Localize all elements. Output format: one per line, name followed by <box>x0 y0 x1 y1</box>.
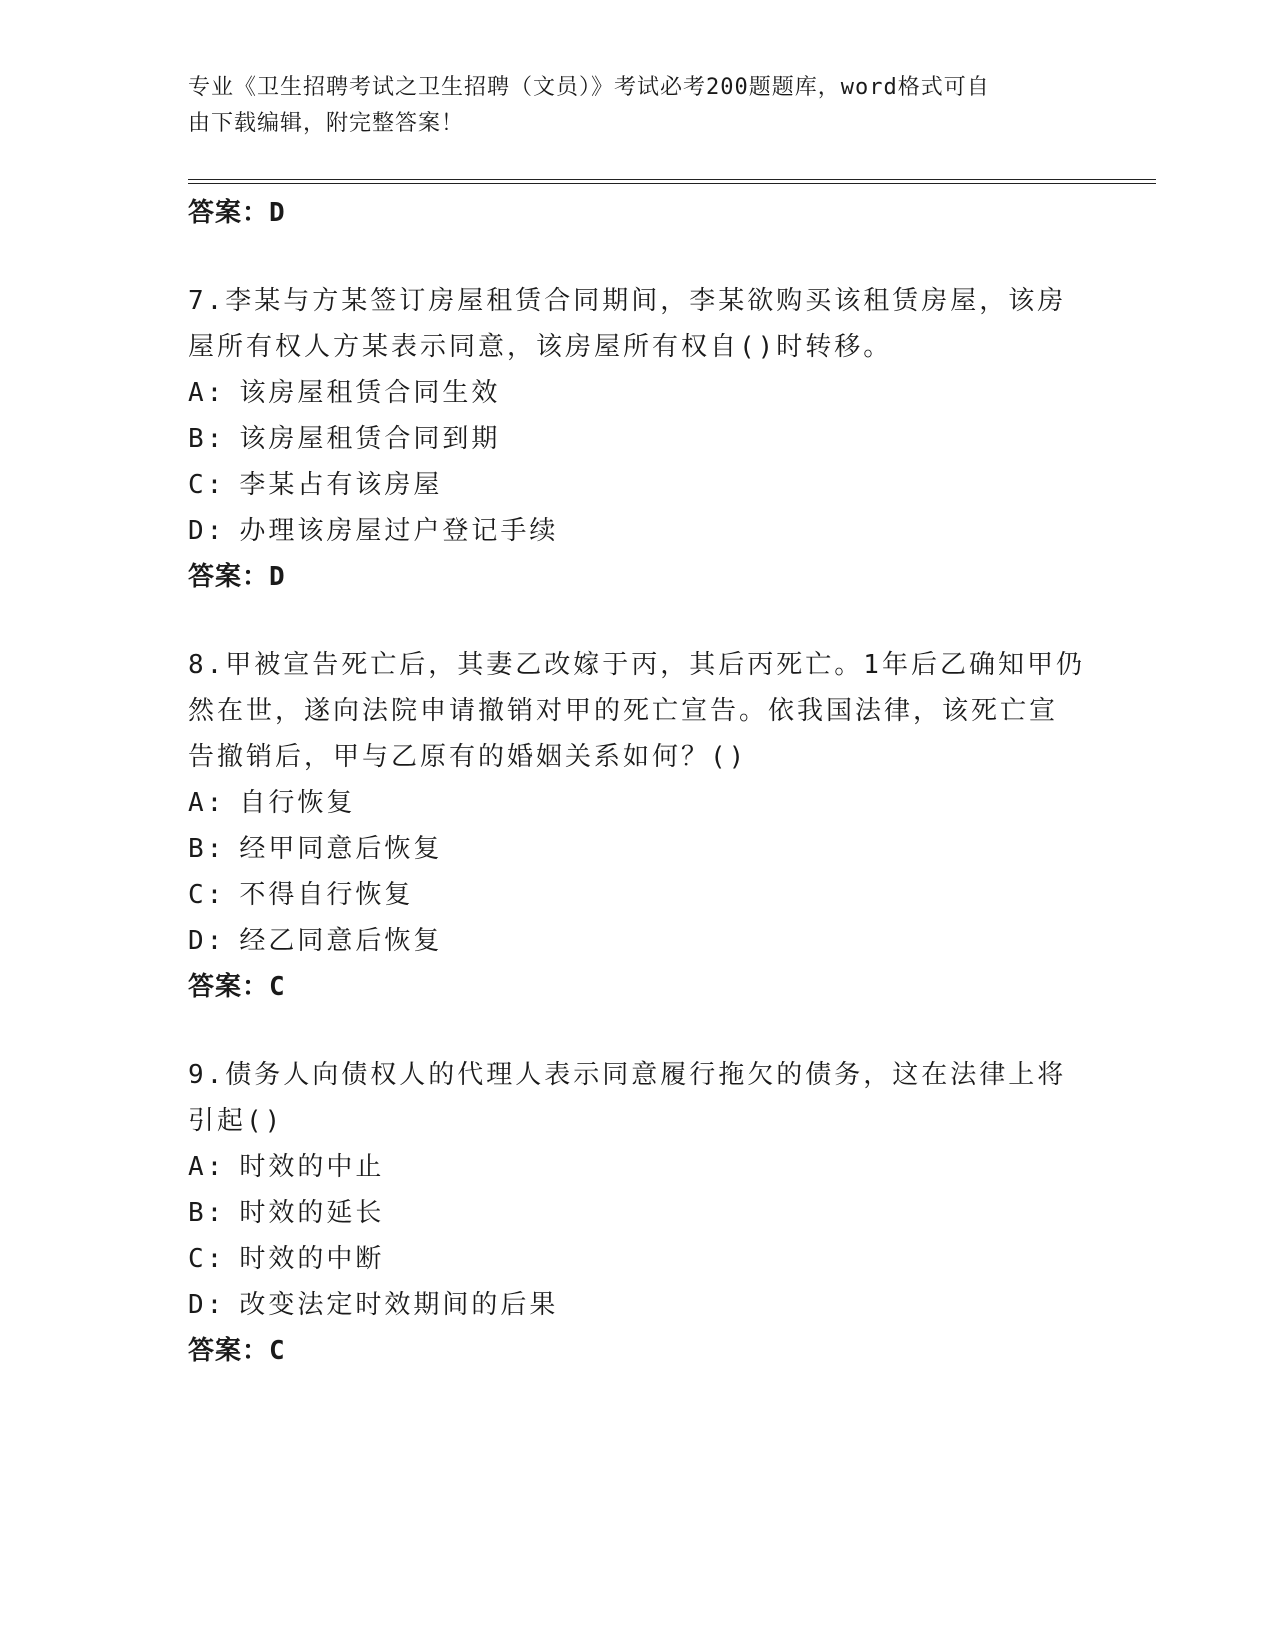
option-b <box>188 826 1088 872</box>
option-text: 办理该房屋过户登记手续 <box>239 516 559 546</box>
option-text: 该房屋租赁合同生效 <box>239 378 501 408</box>
option-key: A: <box>188 1152 226 1182</box>
option-text: 经乙同意后恢复 <box>239 926 443 956</box>
question-text-line: 告撤销后，甲与乙原有的婚姻关系如何？() <box>188 742 748 772</box>
option-text: 该房屋租赁合同到期 <box>239 424 501 454</box>
option-key: A: <box>188 378 226 408</box>
option-key: B: <box>188 424 226 454</box>
answer-value: D <box>269 198 286 228</box>
answer-value: D <box>269 562 286 592</box>
option-text: 时效的延长 <box>239 1198 385 1228</box>
option-text: 时效的中止 <box>239 1152 385 1182</box>
answer-label: 答案： <box>188 972 270 1002</box>
option-key: D: <box>188 1290 226 1320</box>
option-text: 李某占有该房屋 <box>239 470 443 500</box>
question-7 <box>188 278 1088 600</box>
answer-line <box>188 1328 1088 1374</box>
option-key: C: <box>188 1244 226 1274</box>
question-text-line: 8.甲被宣告死亡后，其妻乙改嫁于丙，其后丙死亡。1年后乙确知甲仍 <box>188 650 1085 680</box>
option-text: 改变法定时效期间的后果 <box>239 1290 559 1320</box>
option-key: C: <box>188 470 226 500</box>
question-text <box>188 278 1088 370</box>
answer-label: 答案： <box>188 562 270 592</box>
option-b <box>188 416 1088 462</box>
answer-value: C <box>269 972 286 1002</box>
option-text: 自行恢复 <box>239 788 356 818</box>
header-divider-top <box>188 179 1156 180</box>
option-b <box>188 1190 1088 1236</box>
option-d <box>188 1282 1088 1328</box>
answer-label: 答案： <box>188 198 270 228</box>
question-text-line: 7.李某与方某签订房屋租赁合同期间，李某欲购买该租赁房屋，该房 <box>188 286 1067 316</box>
question-text-line: 然在世，遂向法院申请撤销对甲的死亡宣告。依我国法律，该死亡宣 <box>188 696 1059 726</box>
option-key: A: <box>188 788 226 818</box>
option-a <box>188 370 1088 416</box>
question-9 <box>188 1052 1088 1374</box>
option-c <box>188 462 1088 508</box>
option-key: D: <box>188 516 226 546</box>
question-text <box>188 1052 1088 1144</box>
option-key: C: <box>188 880 226 910</box>
option-d <box>188 508 1088 554</box>
document-header <box>188 70 1068 142</box>
option-text: 经甲同意后恢复 <box>239 834 443 864</box>
option-a <box>188 1144 1088 1190</box>
header-divider-bottom <box>188 183 1156 184</box>
answer-label: 答案： <box>188 1336 270 1366</box>
question-text <box>188 642 1088 780</box>
header-line-1: 专业《卫生招聘考试之卫生招聘（文员）》考试必考200题题库，word格式可自 <box>188 75 990 100</box>
option-d <box>188 918 1088 964</box>
header-line-2: 由下载编辑，附完整答案！ <box>188 111 465 136</box>
option-key: B: <box>188 1198 226 1228</box>
option-text: 时效的中断 <box>239 1244 385 1274</box>
option-c <box>188 872 1088 918</box>
question-8 <box>188 642 1088 1010</box>
option-key: D: <box>188 926 226 956</box>
question-text-line: 引起() <box>188 1106 284 1136</box>
answer-line <box>188 190 1088 236</box>
document-body <box>188 190 1088 1374</box>
option-c <box>188 1236 1088 1282</box>
question-text-line: 9.债务人向债权人的代理人表示同意履行拖欠的债务，这在法律上将 <box>188 1060 1067 1090</box>
answer-value: C <box>269 1336 286 1366</box>
option-a <box>188 780 1088 826</box>
option-text: 不得自行恢复 <box>239 880 414 910</box>
question-text-line: 屋所有权人方某表示同意，该房屋所有权自()时转移。 <box>188 332 893 362</box>
option-key: B: <box>188 834 226 864</box>
answer-line <box>188 554 1088 600</box>
answer-line <box>188 964 1088 1010</box>
